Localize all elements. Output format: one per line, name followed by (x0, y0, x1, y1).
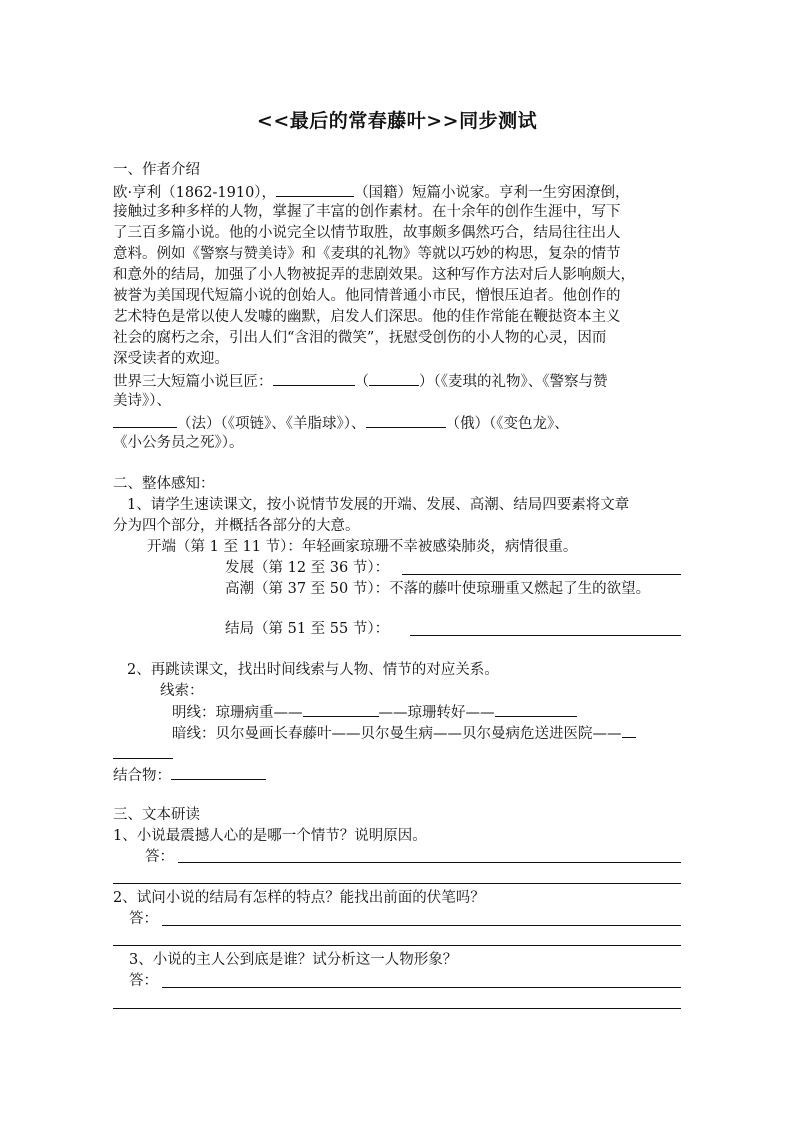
reading-q1-answer-line-1[interactable] (178, 862, 681, 863)
section2-heading: 二、整体感知： (113, 476, 215, 492)
author-intro-line-4: 意料。例如《警察与赞美诗》和《麦琪的礼物》等就以巧妙的构思，复杂的情节 (113, 246, 621, 262)
master-name-blank-1[interactable] (273, 370, 355, 386)
author-intro-line-9: 深受读者的欢迎。 (113, 351, 229, 367)
ending-answer-blank[interactable] (410, 635, 681, 636)
reading-q1: 1、小说最震撼人心的是哪一个情节？说明原因。 (113, 828, 427, 844)
author-intro-line-3: 了三百多篇小说。他的小说完全以情节取胜，故事颇多偶然巧合，结局往往出人 (113, 225, 621, 241)
reading-q2-answer-line-1[interactable] (162, 925, 681, 926)
author-intro-line-6: 被誉为美国现代短篇小说的创始人。他同情普通小市民，憎恨压迫者。他创作的 (113, 288, 621, 304)
reading-q1-answer-label: 答： (145, 849, 174, 865)
implicit-clue-blank[interactable] (622, 722, 636, 738)
section3-heading: 三、文本研读 (113, 807, 200, 823)
connector-blank[interactable] (171, 764, 266, 780)
masters-line-2: 美诗》）、 (113, 393, 171, 409)
author-intro-line-1: 欧·亨利（1862-1910）， （国籍）短篇小说家。亨利一生穷困潦倒， (113, 181, 630, 203)
master-name-blank-3[interactable] (366, 412, 446, 428)
explicit-clue-line: 明线：琼珊病重—— ——琼珊转好—— (172, 701, 577, 723)
plot-ending: 结局（第 51 至 55 节）： (225, 621, 390, 637)
reading-q2: 2、试问小说的结局有怎样的特点？能找出前面的伏笔吗？ (113, 890, 485, 906)
reading-q3-answer-line-1[interactable] (162, 987, 681, 988)
plot-climax: 高潮（第 37 至 50 节）：不落的藤叶使琼珊重又燃起了生的欲望。 (225, 581, 651, 597)
nationality-blank[interactable] (276, 181, 354, 197)
master-name-blank-2[interactable] (113, 412, 177, 428)
q2-prompt: 2、再跳读课文，找出时间线索与人物、情节的对应关系。 (127, 662, 499, 678)
section1-heading: 一、作者介绍 (113, 162, 200, 178)
plot-development: 发展（第 12 至 36 节）： (225, 560, 390, 576)
development-answer-blank[interactable] (402, 574, 681, 575)
q1-prompt-line-1: 1、请学生速读课文，按小说情节发展的开端、发展、高潮、结局四要素将文章 (127, 497, 630, 513)
page-title: <<最后的常春藤叶>>同步测试 (256, 110, 538, 132)
explicit-clue-blank-2[interactable] (495, 701, 577, 717)
masters-line-3: （法）（《项链》、《羊脂球》）、 （俄）（《变色龙》、 (113, 412, 569, 434)
implicit-clue-blank-continued[interactable] (113, 758, 173, 759)
reading-q3-answer-label: 答： (129, 973, 158, 989)
reading-q1-answer-line-2[interactable] (113, 883, 681, 884)
reading-q3-answer-line-2[interactable] (113, 1008, 681, 1009)
clue-label: 线索： (160, 683, 204, 699)
explicit-clue-blank-1[interactable] (303, 701, 379, 717)
plot-opening: 开端（第 1 至 11 节）：年轻画家琼珊不幸被感染肺炎，病情很重。 (147, 539, 578, 555)
q1-prompt-line-2: 分为四个部分，并概括各部分的大意。 (113, 518, 360, 534)
reading-q2-answer-label: 答： (129, 911, 158, 927)
author-intro-line-8: 社会的腐朽之余，引出人们“含泪的微笑”，抚慰受创伤的小人物的心灵，因而 (113, 330, 607, 346)
author-intro-line-2: 接触过多种多样的人物，掌握了丰富的创作素材。在十余年的创作生涯中，写下 (113, 204, 621, 220)
master-country-blank-1[interactable] (369, 370, 419, 386)
connector-line: 结合物： (113, 764, 266, 786)
masters-line-4: 《小公务员之死》）。 (113, 435, 244, 451)
reading-q3: 3、小说的主人公到底是谁？试分析这一人物形象？ (129, 952, 458, 968)
masters-line-1: 世界三大短篇小说巨匠： （ ）（《麦琪的礼物》、《警察与赞 (113, 370, 608, 392)
implicit-clue-line: 暗线：贝尔曼画长春藤叶——贝尔曼生病——贝尔曼病危送进医院—— (172, 722, 636, 744)
author-intro-line-5: 和意外的结局，加强了小人物被捉弄的悲剧效果。这种写作方法对后人影响颇大， (113, 267, 635, 283)
author-intro-line-7: 艺术特色是常以使人发噱的幽默，启发人们深思。他的佳作常能在鞭挞资本主义 (113, 309, 621, 325)
reading-q2-answer-line-2[interactable] (113, 945, 681, 946)
